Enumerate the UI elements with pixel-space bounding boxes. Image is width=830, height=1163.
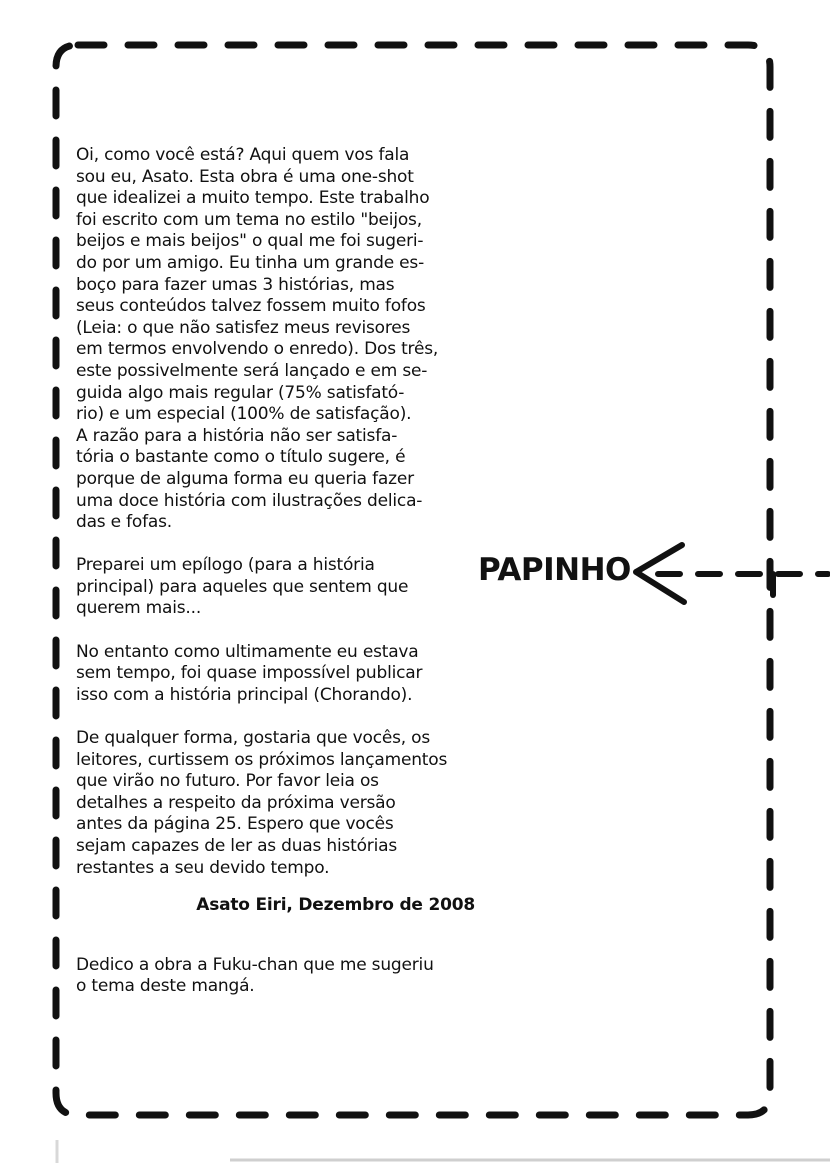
text-line: A razão para a história não ser satisfa- — [76, 425, 398, 446]
text-line: De qualquer forma, gostaria que vocês, os — [76, 728, 431, 749]
text-line: seus conteúdos talvez fossem muito fofos — [76, 296, 426, 317]
text-line: o tema deste mangá. — [76, 976, 255, 997]
text-line: sejam capazes de ler as duas histórias — [76, 836, 397, 856]
text-line: uma doce história com ilustrações delica- — [76, 490, 423, 511]
text-line: tória o bastante como o título sugere, é — [76, 447, 406, 468]
text-line: este possivelmente será lançado e em se- — [76, 360, 428, 381]
text-line: sem tempo, foi quase impossível publicar — [76, 663, 423, 684]
signature: Asato Eiri, Dezembro de 2008 — [196, 895, 475, 916]
text-line: Preparei um epílogo (para a história — [76, 555, 375, 576]
text-line: foi escrito com um tema no estilo "beijos, — [76, 209, 422, 230]
signature-gap — [76, 879, 481, 895]
text-line: em termos envolvendo o enredo). Dos três, — [76, 339, 439, 360]
paragraph-time — [76, 642, 481, 707]
text-line: beijos e mais beijos" o qual me foi sugeri- — [76, 231, 424, 252]
letter-body — [76, 145, 481, 998]
text-line: guida algo mais regular (75% satisfató- — [76, 382, 405, 403]
text-line: que idealizei a muito tempo. Este trabalho — [76, 188, 430, 209]
paragraph-intro — [76, 145, 481, 534]
paragraph-dedication — [76, 955, 481, 998]
text-line: detalhes a respeito da próxima versão — [76, 792, 396, 813]
text-line: rio) e um especial (100% de satisfação). — [76, 404, 412, 425]
text-line: boço para fazer umas 3 histórias, mas — [76, 274, 395, 295]
papinho-callout-label: PAPINHO — [478, 552, 631, 588]
text-line: restantes a seu devido tempo. — [76, 857, 330, 878]
text-line: leitores, curtissem os próximos lançamentos — [76, 749, 448, 770]
paragraph-epilogue — [76, 555, 481, 620]
text-line: isso com a história principal (Chorando). — [76, 684, 413, 705]
text-line: porque de alguma forma eu queria fazer — [76, 468, 414, 489]
text-line: principal) para aqueles que sentem que — [76, 576, 409, 597]
arrow-head-icon — [636, 545, 684, 602]
text-line: Oi, como você está? Aqui quem vos fala — [76, 145, 410, 165]
text-line: que virão no futuro. Por favor leia os — [76, 771, 379, 792]
text-line: das e fofas. — [76, 512, 172, 533]
paragraph-gap — [76, 620, 481, 642]
text-line: No entanto como ultimamente eu estava — [76, 641, 419, 662]
text-line: antes da página 25. Espero que vocês — [76, 814, 394, 835]
text-line: sou eu, Asato. Esta obra é uma one-shot — [76, 166, 414, 187]
text-line: do por um amigo. Eu tinha um grande es- — [76, 252, 425, 273]
text-line: (Leia: o que não satisfez meus revisores — [76, 317, 411, 338]
text-line: Dedico a obra a Fuku-chan que me sugeriu — [76, 954, 434, 975]
paragraph-gap — [76, 534, 481, 556]
paragraph-readers — [76, 728, 481, 879]
text-line: querem mais... — [76, 598, 202, 619]
paragraph-gap — [76, 706, 481, 728]
dedication-gap — [76, 917, 481, 955]
